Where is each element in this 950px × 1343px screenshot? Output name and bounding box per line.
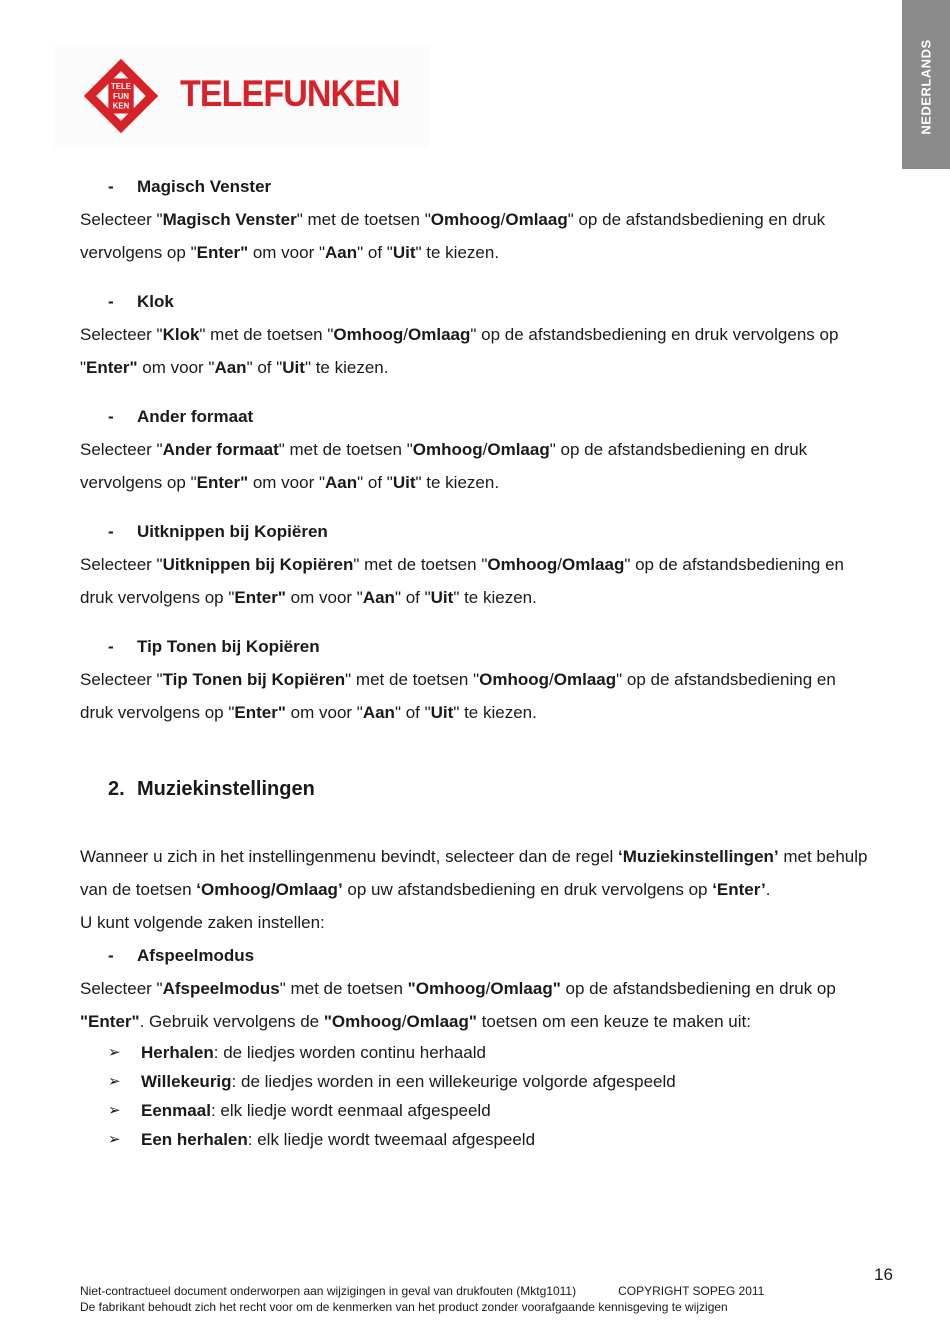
arrow-bullet-icon: ➢: [108, 1073, 121, 1090]
paragraph-line: Selecteer "Ander formaat" met de toetsen "Omhoog/Omlaag" op de afstandsbediening en druk: [80, 440, 808, 459]
paragraph-line: "Enter". Gebruik vervolgens de "Omhoog/Omlaag" toetsen om een keuze te maken uit:: [80, 1012, 751, 1031]
paragraph-line: Selecteer "Tip Tonen bij Kopiëren" met de toetsen "Omhoog/Omlaag" op de afstandsbediening en: [80, 670, 836, 689]
paragraph-line: vervolgens op "Enter" om voor "Aan" of "Uit" te kiezen.: [80, 243, 500, 262]
footer-notice: De fabrikant behoudt zich het recht voor om de kenmerken van het product zonder voorafgaande kennisgeving te wijzigen: [80, 1300, 728, 1314]
page-number: 16: [874, 1265, 893, 1284]
emblem-line-3: KEN: [112, 101, 130, 111]
arrow-bullet-icon: ➢: [108, 1131, 121, 1148]
telefunken-logo: [54, 45, 430, 148]
paragraph-line: "Enter" om voor "Aan" of "Uit" te kiezen.: [80, 358, 389, 377]
paragraph-line: Selecteer "Uitknippen bij Kopiëren" met de toetsen "Omhoog/Omlaag" op de afstandsbediening en: [80, 555, 844, 574]
arrow-bullet-icon: ➢: [108, 1044, 121, 1061]
footer-disclaimer: Niet-contractueel document onderworpen aan wijzigingen in geval van drukfouten (Mktg1011) COPYRIGHT SOPEG 2011: [80, 1284, 765, 1298]
paragraph-line: Selecteer "Klok" met de toetsen "Omhoog/Omlaag" op de afstandsbediening en druk vervolgens op: [80, 325, 839, 344]
emblem-line-1: TELE: [111, 82, 131, 92]
language-tab: [902, 0, 950, 169]
telefunken-emblem-icon: [82, 57, 160, 135]
subheading-afspeelmodus: - Afspeelmodus: [108, 946, 255, 965]
emblem-line-2: FUN: [112, 91, 130, 101]
paragraph-line: Selecteer "Magisch Venster" met de toetsen "Omhoog/Omlaag" op de afstandsbediening en druk: [80, 210, 826, 229]
subheading-tip-tonen: - Tip Tonen bij Kopiëren: [108, 637, 320, 656]
paragraph-line: Selecteer "Afspeelmodus" met de toetsen "Omhoog/Omlaag" op de afstandsbediening en druk op: [80, 979, 836, 998]
section-intro-line: Wanneer u zich in het instellingenmenu bevindt, selecteer dan de regel ‘Muziekinstellingen’ met behulp: [80, 847, 868, 866]
footer-copyright: COPYRIGHT SOPEG 2011: [618, 1284, 765, 1298]
paragraph-line: druk vervolgens op "Enter" om voor "Aan" of "Uit" te kiezen.: [80, 588, 537, 607]
section-intro-line: U kunt volgende zaken instellen:: [80, 913, 325, 932]
arrow-bullet-icon: ➢: [108, 1102, 121, 1119]
paragraph-line: vervolgens op "Enter" om voor "Aan" of "Uit" te kiezen.: [80, 473, 500, 492]
subheading-uitknippen: - Uitknippen bij Kopiëren: [108, 522, 328, 541]
subheading-magisch-venster: - Magisch Venster: [108, 177, 272, 196]
subheading-ander-formaat: - Ander formaat: [108, 407, 254, 426]
logo-wordmark: TELEFUNKEN: [180, 73, 400, 114]
section-intro-line: van de toetsen ‘Omhoog/Omlaag’ op uw afstandsbediening en druk vervolgens op ‘Enter’.: [80, 880, 771, 899]
subheading-klok: - Klok: [108, 292, 174, 311]
section-heading: 2. Muziekinstellingen: [108, 778, 315, 800]
language-tab-label: NEDERLANDS: [918, 39, 934, 135]
paragraph-line: druk vervolgens op "Enter" om voor "Aan" of "Uit" te kiezen.: [80, 703, 537, 722]
